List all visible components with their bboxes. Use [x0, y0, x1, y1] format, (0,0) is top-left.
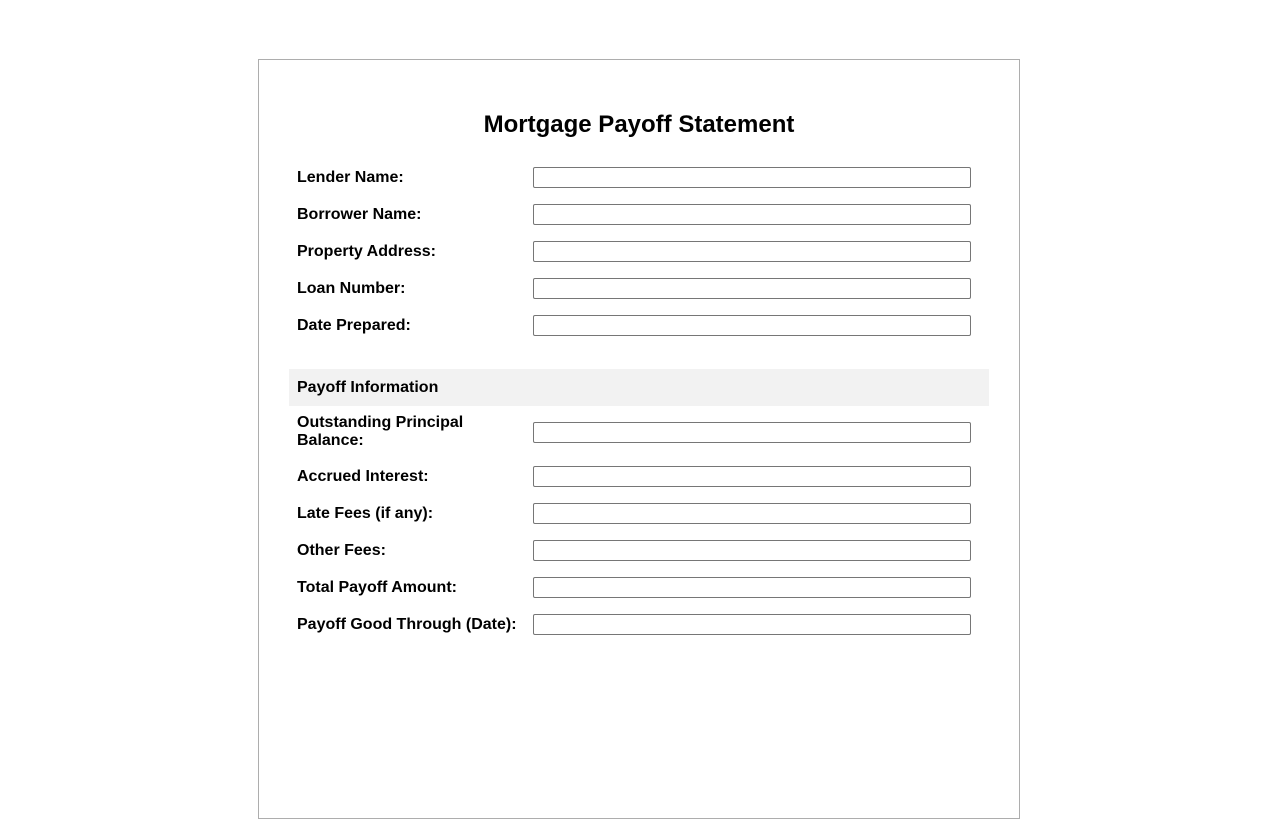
loan-number-input[interactable] [533, 278, 971, 299]
table-row [289, 307, 989, 344]
lender-name-label: Lender Name: [297, 168, 404, 186]
total-payoff-amount-label: Total Payoff Amount: [297, 578, 457, 596]
general-info-table [289, 159, 989, 344]
payoff-info-table [289, 406, 989, 643]
borrower-name-input[interactable] [533, 204, 971, 225]
lender-name-input[interactable] [533, 167, 971, 188]
payoff-information-section-header: Payoff Information [289, 369, 989, 406]
payoff-good-through-label: Payoff Good Through (Date): [297, 615, 517, 633]
date-prepared-input[interactable] [533, 315, 971, 336]
loan-number-label: Loan Number: [297, 279, 406, 297]
table-row [289, 569, 989, 606]
accrued-interest-label: Accrued Interest: [297, 467, 429, 485]
table-row [289, 458, 989, 495]
outstanding-principal-balance-label: Outstanding Principal Balance: [297, 414, 464, 449]
other-fees-input[interactable] [533, 540, 971, 561]
table-row [289, 606, 989, 643]
table-row [289, 406, 989, 458]
payoff-good-through-input[interactable] [533, 614, 971, 635]
total-payoff-amount-input[interactable] [533, 577, 971, 598]
outstanding-principal-balance-input[interactable] [533, 422, 971, 443]
property-address-input[interactable] [533, 241, 971, 262]
borrower-name-label: Borrower Name: [297, 205, 422, 223]
property-address-label: Property Address: [297, 242, 436, 260]
late-fees-label: Late Fees (if any): [297, 504, 434, 522]
table-row [289, 233, 989, 270]
date-prepared-label: Date Prepared: [297, 316, 411, 334]
table-row [289, 196, 989, 233]
late-fees-input[interactable] [533, 503, 971, 524]
table-row [289, 270, 989, 307]
other-fees-label: Other Fees: [297, 541, 386, 559]
page-title: Mortgage Payoff Statement [483, 111, 795, 138]
table-row [289, 532, 989, 569]
table-row [289, 495, 989, 532]
mortgage-payoff-form [258, 59, 1020, 819]
table-row [289, 159, 989, 196]
accrued-interest-input[interactable] [533, 466, 971, 487]
